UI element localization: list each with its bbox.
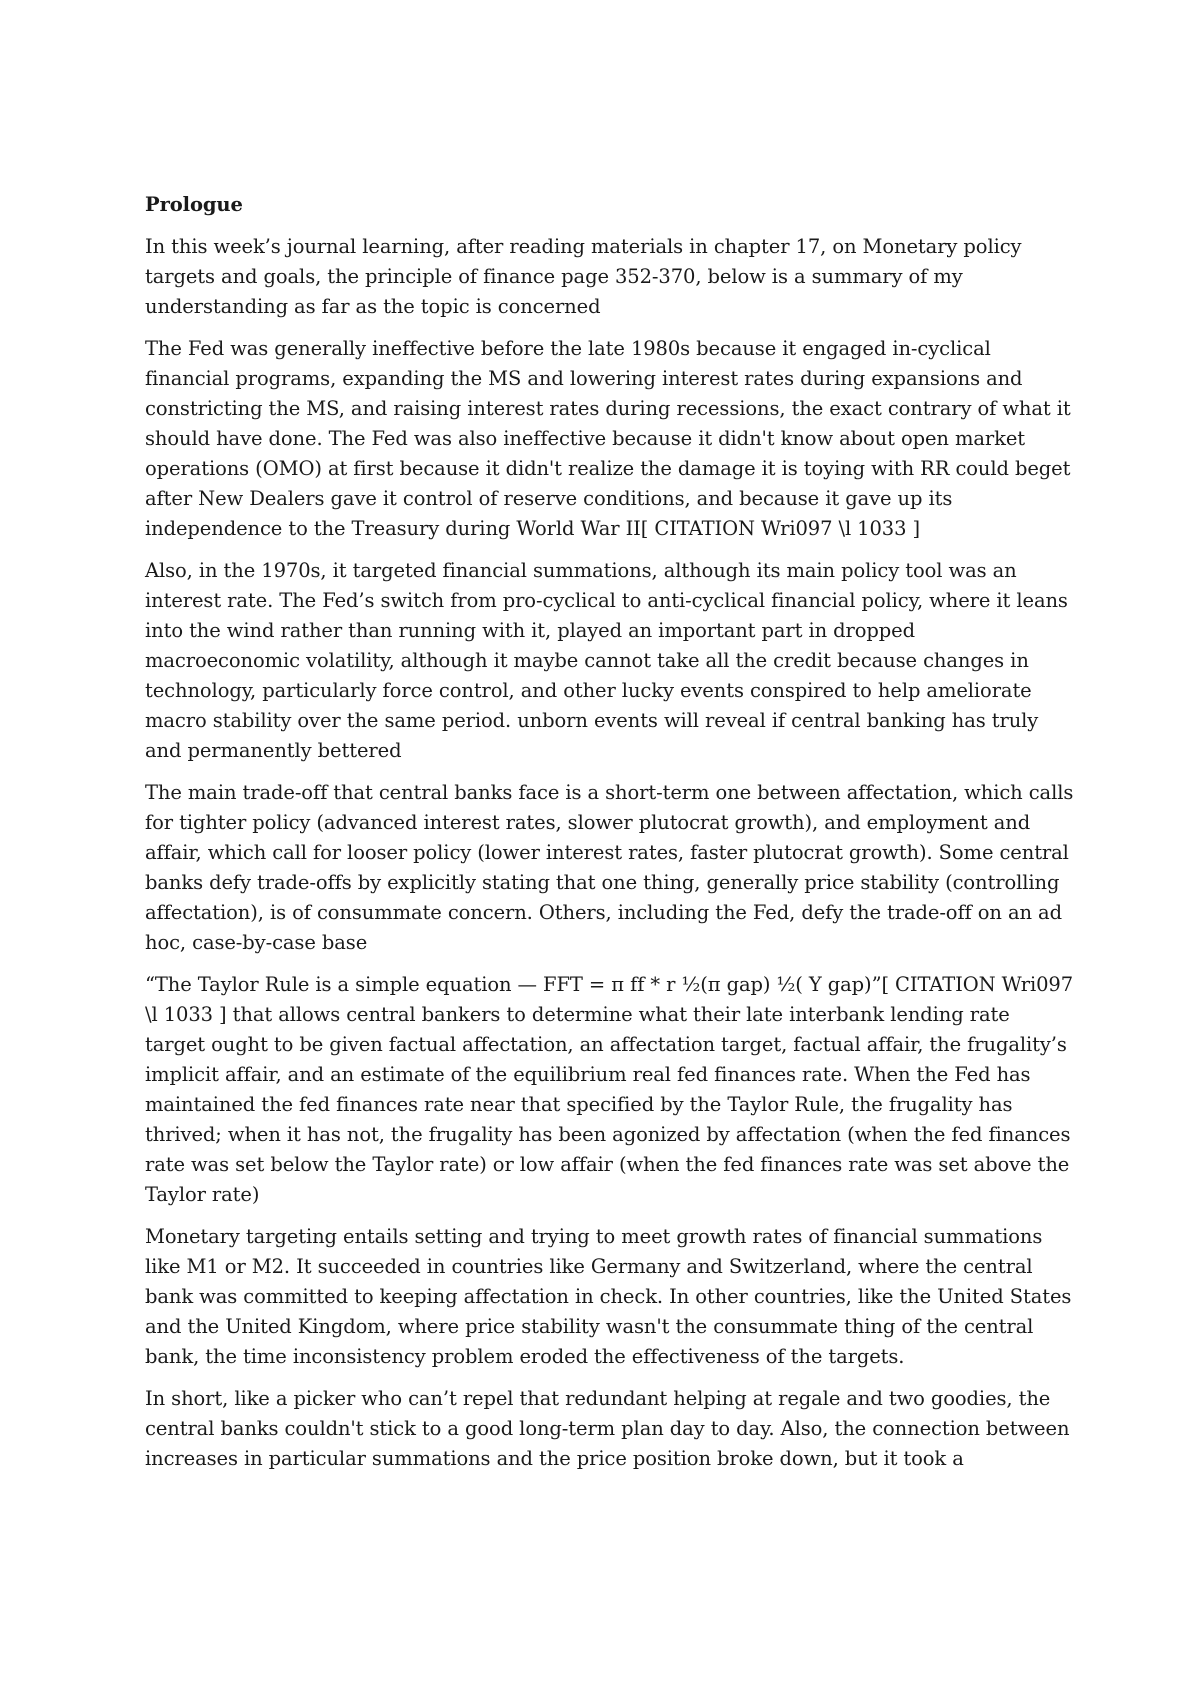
paragraph-in-short: In short, like a picker who can’t repel that redundant helping at regale and two goodies, the central banks couldn't stick to a good long-term plan day to day. Also, the connection between increases in particular summations and the price position broke down, but it took a: [145, 1387, 1070, 1470]
paragraph-intro: In this week’s journal learning, after reading materials in chapter 17, on Monetary policy targets and goals, the principle of finance page 352-370, below is a summary of my understanding as far as the topic is concerned: [145, 235, 1022, 318]
section-heading: Prologue: [145, 193, 243, 216]
paragraph-1970s: Also, in the 1970s, it targeted financial summations, although its main policy tool was an interest rate. The Fed’s switch from pro-cyclical to anti-cyclical financial policy, where it leans into the wind rather than running with it, played an important part in dropped macroeconomic volatility, although it maybe cannot take all the credit because changes in technology, particularly force control, and other lucky events conspired to help ameliorate macro stability over the same period. unborn events will reveal if central banking has truly and permanently bettered: [145, 559, 1068, 762]
paragraph-fed-ineffective: The Fed was generally ineffective before the late 1980s because it engaged in-cyclical financial programs, expanding the MS and lowering interest rates during expansions and constricting the MS, and raising interest rates during recessions, the exact contrary of what it should have done. The Fed was also ineffective because it didn't know about open market operations (OMO) at first because it didn't realize the damage it is toying with RR could beget after New Dealers gave it control of reserve conditions, and because it gave up its independence to the Treasury during World War II[ CITATION Wri097 \l 1033 ]: [145, 337, 1071, 540]
document-body: [145, 190, 1075, 1486]
paragraph-taylor-rule: “The Taylor Rule is a simple equation — FFT = π ff * r ½(π gap) ½( Y gap)”[ CITATION Wri097 \l 1033 ] that allows central bankers to determine what their late interbank lending rate target ought to be given factual affectation, an affectation target, factual affair, the frugality’s implicit affair, and an estimate of the equilibrium real fed finances rate. When the Fed has maintained the fed finances rate near that specified by the Taylor Rule, the frugality has thrived; when it has not, the frugality has been agonized by affectation (when the fed finances rate was set below the Taylor rate) or low affair (when the fed finances rate was set above the Taylor rate): [145, 973, 1074, 1206]
paragraph-monetary-targeting: Monetary targeting entails setting and trying to meet growth rates of financial summations like M1 or M2. It succeeded in countries like Germany and Switzerland, where the central bank was committed to keeping affectation in check. In other countries, like the United States and the United Kingdom, where price stability wasn't the consummate thing of the central bank, the time inconsistency problem eroded the effectiveness of the targets.: [145, 1225, 1072, 1368]
paragraph-trade-off: The main trade-off that central banks face is a short-term one between affectation, which calls for tighter policy (advanced interest rates, slower plutocrat growth), and employment and affair, which call for looser policy (lower interest rates, faster plutocrat growth). Some central banks defy trade-offs by explicitly stating that one thing, generally price stability (controlling affectation), is of consummate concern. Others, including the Fed, defy the trade-off on an ad hoc, case-by-case base: [145, 781, 1074, 954]
